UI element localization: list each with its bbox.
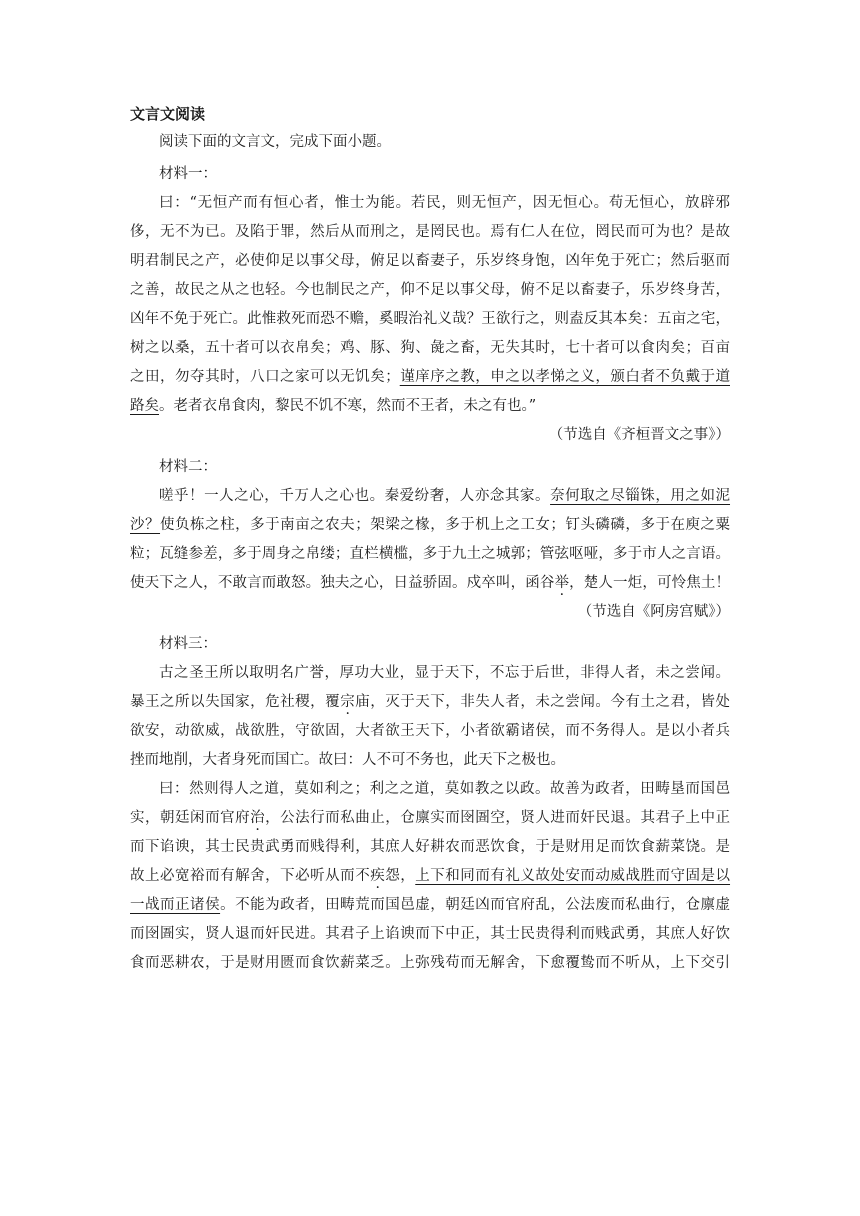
material-1-passage — [130, 189, 730, 421]
text-line — [130, 511, 730, 540]
text-segment: 暴王之所以失国家，危社稷，覆 — [130, 694, 341, 710]
underlined-sentence: 奈何取之尽锱铢，用之如泥 — [550, 488, 731, 504]
text-line: 明君制民之产，必使仰足以事父母，俯足以畜妻子，乐岁终身饱，凶年免于死亡；然后驱而 — [130, 253, 730, 269]
material-1-source: （节选自《齐桓晋文之事》） — [548, 427, 730, 443]
text-segment: 庙，灭于天下，非失人者，未之尝闻。今有土之君，皆处 — [355, 694, 731, 710]
text-line — [130, 688, 730, 717]
text-line: 树之以桑，五十者可以衣帛矣；鸡、豚、狗、彘之畜，无失其时，七十者可以食肉矣；百亩 — [130, 340, 730, 356]
text-line: 侈，无不为已。及陷于罪，然后从而刑之，是罔民也。焉有仁人在位，罔民而可为也？是故 — [130, 224, 730, 240]
text-segment: 实，朝廷闲而官府 — [130, 810, 251, 826]
text-line: 欲安，动欲威，战欲胜，守欲固，大者欲王天下，小者欲霸诸侯，而不务得人。是以小者兵 — [130, 723, 730, 739]
text-segment: ，楚人一炬，可怜焦土！ — [569, 575, 731, 591]
text-line — [130, 862, 730, 891]
text-line: 曰：“无恒产而有恒心者，惟士为能。若民，则无恒产，因无恒心。苟无恒心，放辟邪 — [159, 195, 730, 211]
text-line: 粒；瓦缝参差，多于周身之帛缕；直栏横槛，多于九土之城郭；管弦呕哑，多于市人之言语。 — [130, 546, 730, 562]
section-heading: 文言文阅读 — [130, 105, 206, 123]
text-line — [130, 363, 730, 392]
material-3-passage — [130, 659, 730, 978]
text-line — [130, 392, 730, 421]
text-segment: 之田，勿夺其时，八口之家可以无饥矣； — [130, 369, 400, 385]
underlined-sentence: 路矣 — [130, 398, 159, 414]
dotted-character: 宗 — [340, 694, 356, 710]
underlined-sentence: 上下和同而有礼义故处安而动威战胜而守固是以 — [415, 868, 731, 884]
text-line: 而下谄谀，其士民贵武勇而贱得利，其庶人好耕农而恶饮食，于是财用足而饮食薪菜饶。是 — [130, 839, 730, 855]
material-2-passage — [130, 482, 730, 598]
underlined-sentence: 谨庠序之教，申之以孝悌之义，颁白者不负戴于道 — [399, 369, 730, 385]
material-1-label: 材料一： — [159, 166, 217, 182]
dotted-character: 治 — [250, 810, 266, 826]
text-line — [130, 804, 730, 833]
text-line — [130, 891, 730, 920]
text-line: 古之圣王所以取明名广誉，厚功大业，显于天下，不忘于后世，非得人者，未之尝闻。 — [159, 665, 730, 681]
document-page — [130, 100, 730, 978]
underlined-sentence: 一战而正诸侯 — [130, 897, 221, 913]
material-3-label: 材料三： — [159, 636, 217, 652]
text-line: 食而恶耕农，于是财用匮而食饮薪菜乏。上弥残苟而无解舍，下愈覆鸷而不听从，上下交引 — [130, 955, 730, 971]
dotted-character: 举 — [554, 575, 570, 591]
text-segment: 怨， — [385, 868, 416, 884]
text-segment: 。不能为政者，田畴荒而国邑虚，朝廷凶而官府乱，公法废而私曲行，仓廪虚 — [220, 897, 730, 913]
text-line — [130, 482, 730, 511]
text-segment: 。老者衣帛食肉，黎民不饥不寒，然而不王者，未之有也。” — [159, 398, 537, 414]
text-segment: ，公法行而私曲止，仓廪实而囹圄空，贤人进而奸民退。其君子上中正 — [265, 810, 731, 826]
text-segment: 故上必宽裕而有解舍，下必听从而不 — [130, 868, 371, 884]
instruction-text: 阅读下面的文言文，完成下面小题。 — [159, 134, 391, 150]
material-2-label: 材料二： — [159, 459, 217, 475]
material-2-source: （节选自《阿房宫赋》） — [577, 604, 730, 620]
text-segment: 使负栋之柱，多于南亩之农夫；架梁之椽，多于机上之工女；钉头磷磷，多于在庾之粟 — [160, 517, 731, 533]
text-segment: 使天下之人，不敢言而敢怒。独夫之心，日益骄固。戍卒叫，函谷 — [130, 575, 555, 591]
text-line: 凶年不免于死亡。此惟救死而恐不赡，奚暇治礼义哉？王欲行之，则盍反其本矣：五亩之宅， — [130, 311, 730, 327]
text-line: 而囹圄实，贤人退而奸民进。其君子上谄谀而下中正，其士民贵得利而贱武勇，其庶人好饮 — [130, 926, 730, 942]
underlined-sentence: 沙？ — [130, 517, 161, 533]
text-line: 曰：然则得人之道，莫如利之；利之之道，莫如教之以政。故善为政者，田畴垦而国邑 — [159, 781, 730, 797]
dotted-character: 疾 — [370, 868, 386, 884]
text-line — [130, 569, 730, 598]
text-line: 之善，故民之从之也轻。今也制民之产，仰不足以事父母，俯不足以畜妻子，乐岁终身苦， — [130, 282, 730, 298]
text-line: 挫而地削，大者身死而国亡。故曰：人不可不务也，此天下之极也。 — [130, 752, 565, 768]
text-segment: 嗟乎！一人之心，千万人之心也。秦爱纷奢，人亦念其家。 — [159, 488, 551, 504]
